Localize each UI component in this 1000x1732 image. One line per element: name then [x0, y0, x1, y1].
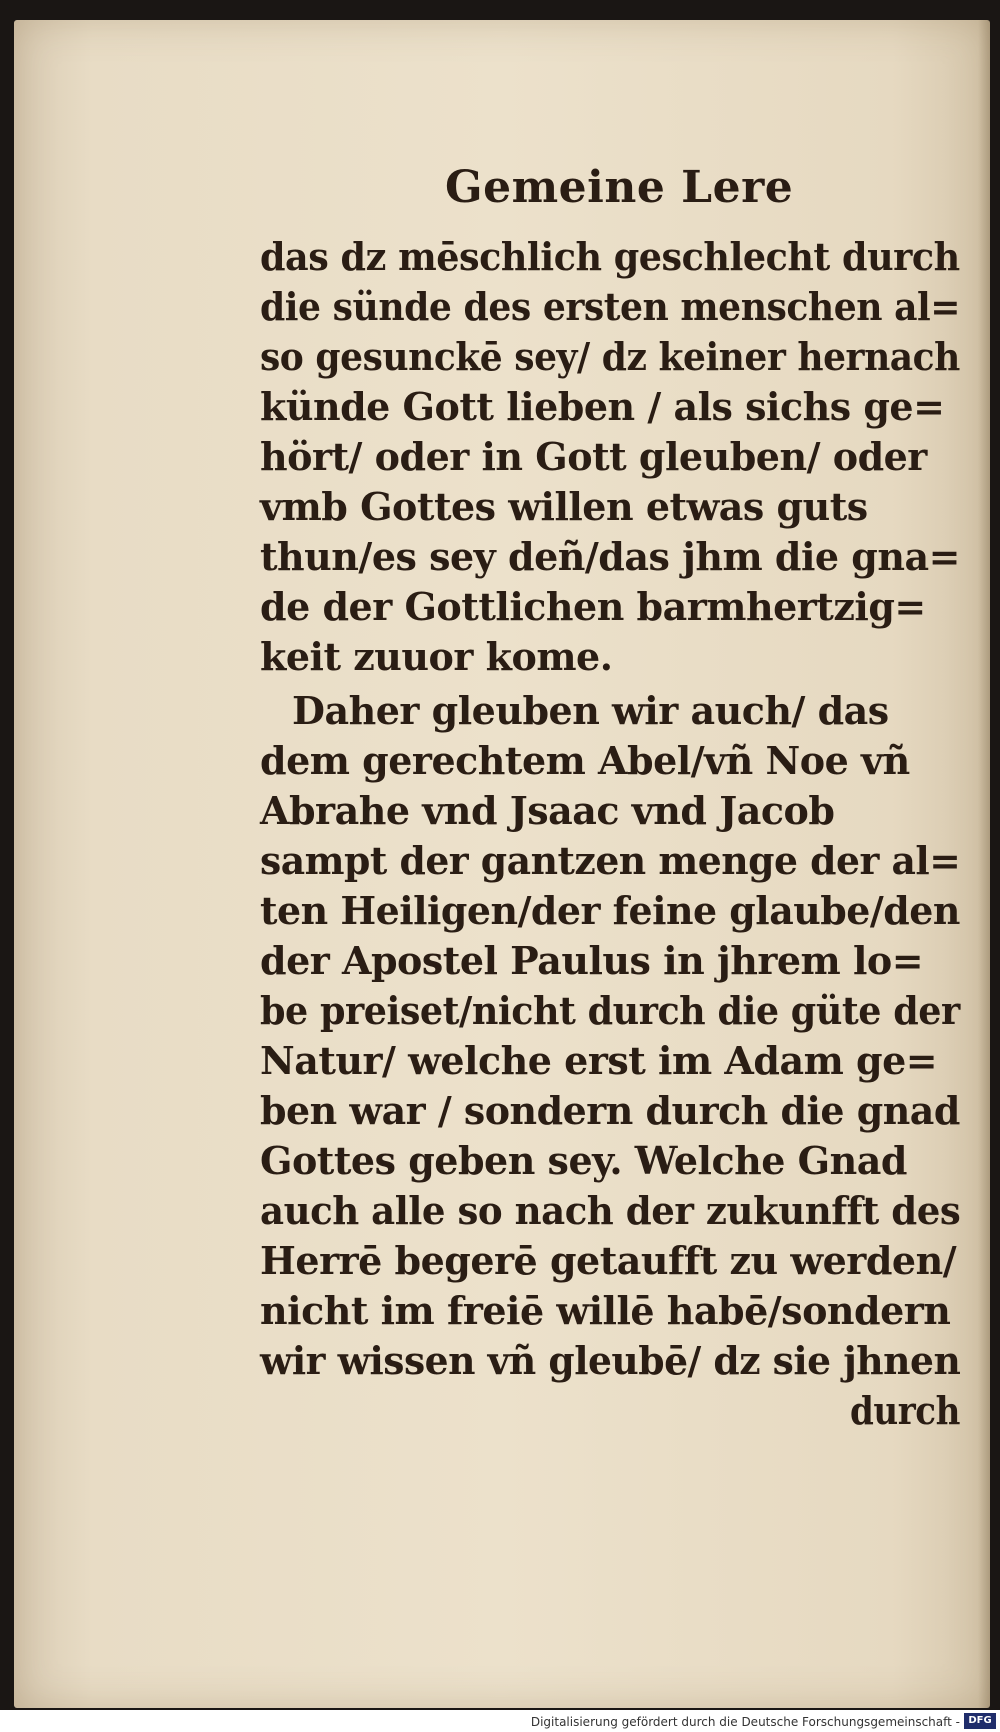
text-line: be preiset/nicht durch die güte der	[260, 988, 960, 1033]
text-line: der Apostel Paulus in jhrem lo=	[260, 938, 924, 983]
text-line: Natur/ welche erst im Adam ge=	[260, 1038, 938, 1083]
footer-bar	[0, 1710, 1000, 1732]
digitization-credit: Digitalisierung gefördert durch die Deutsche Forschungsgemeinschaft -	[530, 1715, 960, 1729]
text-line: Herrē begerē getaufft zu werden/	[260, 1238, 957, 1283]
text-line: Abrahe vnd Jsaac vnd Jacob	[260, 788, 835, 833]
text-line: ten Heiligen/der feine glaube/den	[260, 888, 960, 933]
text-line: hört/ oder in Gott gleuben/ oder	[260, 434, 927, 479]
page-edge-shadow	[978, 20, 990, 1708]
text-line: auch alle so nach der zukunfft des	[260, 1188, 961, 1233]
text-line-paragraph-start: Daher gleuben wir auch/ das	[292, 688, 889, 733]
text-line: Gottes geben sey. Welche Gnad	[260, 1138, 907, 1183]
text-line: nicht im freiē willē habē/sondern	[260, 1288, 951, 1333]
text-line: ben war / sondern durch die gnad	[260, 1088, 960, 1133]
text-line: das dz mēschlich geschlecht durch	[260, 234, 960, 279]
running-head: Gemeine Lere	[445, 162, 794, 213]
text-line: keit zuuor kome.	[260, 634, 613, 679]
text-line: dem gerechtem Abel/vñ Noe vñ	[260, 738, 910, 783]
catchword: durch	[850, 1388, 960, 1433]
text-line: vmb Gottes willen etwas guts	[260, 484, 868, 529]
text-line: de der Gottlichen barmhertzig=	[260, 584, 926, 629]
dfg-logo: DFG	[964, 1713, 996, 1729]
text-line: wir wissen vñ gleubē/ dz sie jhnen	[260, 1338, 961, 1383]
text-line: sampt der gantzen menge der al=	[260, 838, 961, 883]
text-line: die sünde des ersten menschen al=	[260, 284, 961, 329]
text-line: thun/es sey deñ/das jhm die gna=	[260, 534, 960, 579]
text-line: so gesunckē sey/ dz keiner hernach	[260, 334, 960, 379]
text-line: künde Gott lieben / als sichs ge=	[260, 384, 945, 429]
